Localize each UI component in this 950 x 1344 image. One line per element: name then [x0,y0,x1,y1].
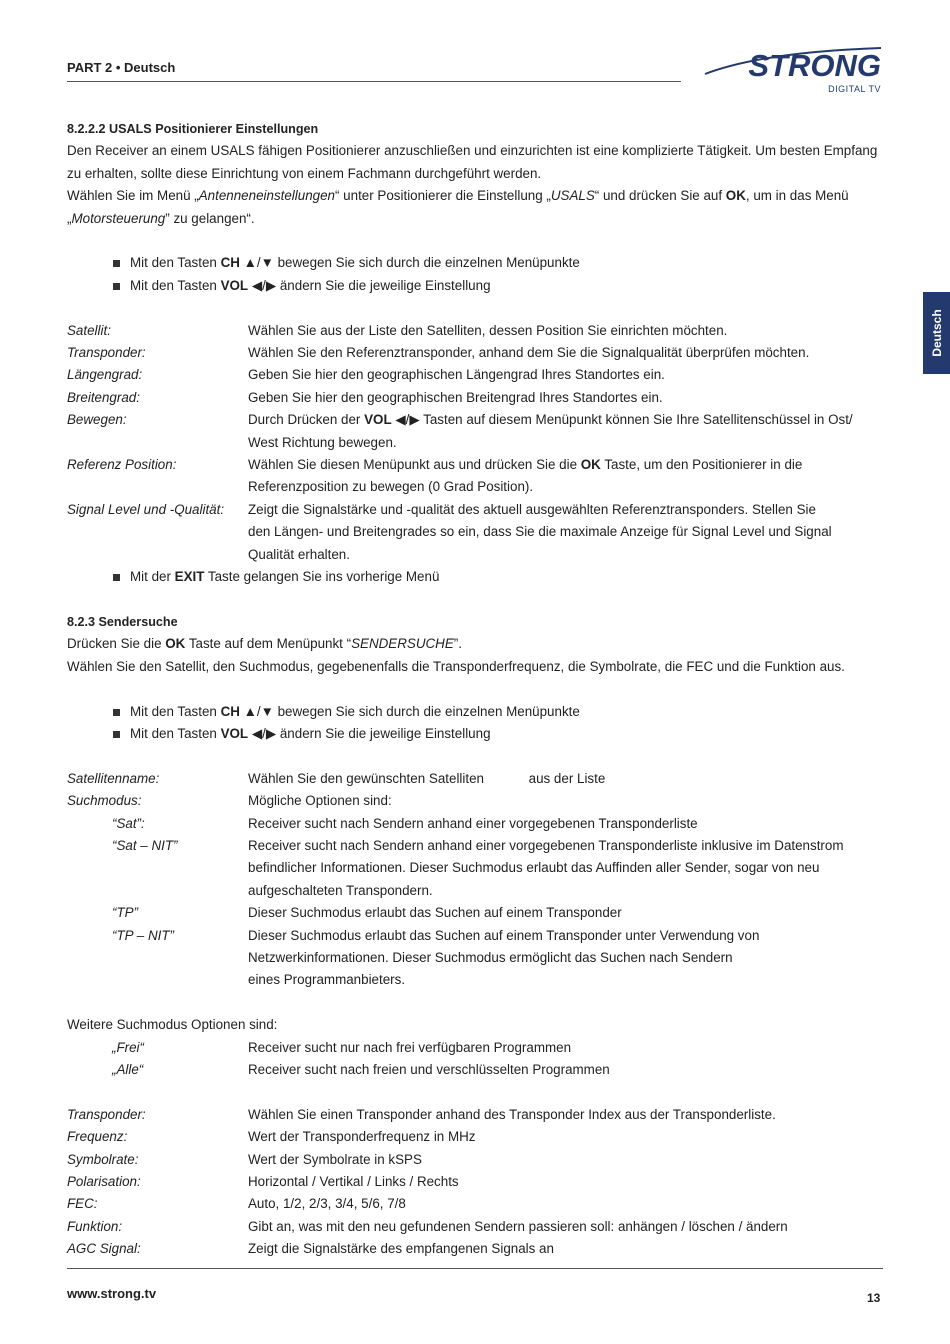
text: Taste auf dem Menüpunkt “ [185,636,352,652]
language-side-tab [923,292,950,374]
key-name: CH [220,255,240,271]
text: ” zu gelangen“. [165,210,255,226]
menu-name: Antenneneinstellungen [198,188,335,204]
text: ◀/▶ Tasten auf diesem Menüpunkt können Sie Ihre Satellitenschüssel in Ost/ [391,412,853,428]
text: Netzwerkinformationen. Dieser Suchmodus ermöglicht das Suchen nach Sendern [248,949,733,965]
description [248,409,883,454]
term: Funktion: [67,1218,123,1234]
definition-row [67,1238,883,1260]
definition-row [67,409,883,454]
definition-row [67,813,883,835]
key-name: CH [220,703,240,719]
text: “ und drücken Sie auf [594,188,726,204]
section-title-usals: 8.2.2.2 USALS Positionierer Einstellungen [67,122,319,136]
text: Mit den Tasten [130,277,221,293]
text: ◀/▶ ändern Sie die jeweilige Einstellung [248,277,491,293]
text: “ unter Positionierer die Einstellung „ [335,188,551,204]
side-tab-label: Deutsch [929,309,944,357]
text: Drücken Sie die [67,636,166,652]
description: Wert der Symbolrate in kSPS [248,1151,422,1167]
term: Satellit: [67,322,111,338]
description: Gibt an, was mit den neu gefundenen Sendern passieren soll: anhängen / löschen / ändern [248,1218,788,1234]
description: Receiver sucht nach freien und verschlüsselten Programmen [248,1061,610,1077]
description: Receiver sucht nach Sendern anhand einer vorgegebenen Transponderliste [248,815,698,831]
key-name: VOL [220,725,249,741]
definition-row [67,768,883,790]
key-name: EXIT [174,569,205,585]
main-content [67,118,883,1261]
footer-website-link[interactable]: www.strong.tv [67,1286,157,1301]
term: AGC Signal: [67,1241,141,1257]
description: Dieser Suchmodus erlaubt das Suchen auf einem Transponder [248,905,622,921]
key-name: VOL [364,412,392,428]
definition-row [67,925,883,992]
term: Bewegen: [67,412,127,428]
term: Symbolrate: [67,1151,139,1167]
key-name: VOL [220,277,249,293]
strong-logo-mark [703,44,883,80]
text: Referenzposition zu bewegen (0 Grad Position). [248,479,534,495]
paragraph [67,633,883,655]
term: Breitengrad: [67,389,140,405]
strong-logo [703,44,883,96]
definition-row [67,1104,883,1126]
term: Satellitenname: [67,770,160,786]
definition-row [67,1149,883,1171]
term: Signal Level und -Qualität: [67,501,225,517]
description: Geben Sie hier den geographischen Breitengrad Ihres Standortes ein. [248,389,663,405]
text: „ [67,210,72,226]
definition-row [67,342,883,364]
text: ”. [453,636,462,652]
term: „Frei“ [112,1039,144,1055]
term: “Sat”: [112,815,145,831]
definition-row [67,320,883,342]
key-name: OK [165,636,186,652]
description: Wert der Transponderfrequenz in MHz [248,1129,476,1145]
text: Mit der [130,569,175,585]
description: Wählen Sie aus der Liste den Satelliten, dessen Position Sie einrichten möchten. [248,322,728,338]
description [248,925,883,992]
paragraph [67,208,883,230]
paragraph: Weitere Suchmodus Optionen sind: [67,1017,278,1033]
paragraph: Wählen Sie den Satellit, den Suchmodus, gegebenenfalls die Transponderfrequenz, die Symbolrate, die FEC und die Funktion aus. [67,658,845,674]
definition-row [67,1193,883,1215]
text: , um in das Menü [745,188,849,204]
text: ▲/▼ bewegen Sie sich durch die einzelnen Menüpunkte [239,703,580,719]
text: ▲/▼ bewegen Sie sich durch die einzelnen Menüpunkte [239,255,580,271]
term: FEC: [67,1196,98,1212]
text: eines Programmanbieters. [248,972,406,988]
text: Taste gelangen Sie ins vorherige Menü [204,569,440,585]
term: Suchmodus: [67,793,142,809]
term: “Sat – NIT” [112,837,178,853]
bullet-item [67,566,883,588]
text: Zeigt die Signalstärke und -qualität des aktuell ausgewählten Referenztransponders. Stellen Sie [248,501,816,517]
term: Polarisation: [67,1173,141,1189]
description: Wählen Sie einen Transponder anhand des Transponder Index aus der Transponderliste. [248,1106,776,1122]
menu-name: SENDERSUCHE [351,636,454,652]
page-number: 13 [867,1291,881,1305]
paragraph [67,185,883,207]
text: Receiver sucht nach Sendern anhand einer vorgegebenen Transponderliste inklusive im Datenstrom [248,837,844,853]
description: Wählen Sie den gewünschten Satelliten aus der Liste [248,770,606,786]
description: Zeigt die Signalstärke des empfangenen Signals an [248,1241,554,1257]
header-part-label: PART 2 • Deutsch [67,60,176,75]
text: Mit den Tasten [130,255,221,271]
definition-row [67,790,883,812]
term: „Alle“ [112,1061,144,1077]
description [248,835,883,902]
bullet-item [67,723,883,745]
description [248,499,883,566]
term: Transponder: [67,345,146,361]
term: Transponder: [67,1106,146,1122]
description: Geben Sie hier den geographischen Längengrad Ihres Standortes ein. [248,367,665,383]
text: aufgeschalteten Transpondern. [248,882,433,898]
definition-row [67,1059,883,1081]
text: West Richtung bewegen. [248,434,397,450]
description: Receiver sucht nur nach frei verfügbaren Programmen [248,1039,572,1055]
text: befindlicher Informationen. Dieser Suchmodus erlaubt das Auffinden aller Sender, sogar von neu [248,860,820,876]
term: Referenz Position: [67,457,177,473]
text: Taste, um den Positionierer in die [600,457,803,473]
logo-subtitle: DIGITAL TV [828,84,881,94]
section-title-sendersuche: 8.2.3 Sendersuche [67,614,178,629]
paragraph: zu erhalten, sollte diese Einrichtung von einem Fachmann durchgeführt werden. [67,165,542,181]
paragraph: Den Receiver an einem USALS fähigen Positionierer anzuschließen und einzurichten ist eine komplizierte Tätigkeit. Um besten Empfang [67,143,878,159]
footer-divider [67,1268,883,1269]
term: Frequenz: [67,1129,128,1145]
definition-row [67,499,883,566]
bullet-item [67,275,883,297]
definition-row [67,902,883,924]
description: Auto, 1/2, 2/3, 3/4, 5/6, 7/8 [248,1196,406,1212]
bullet-item [67,701,883,723]
text: Mit den Tasten [130,703,221,719]
text: den Längen- und Breitengrades so ein, dass Sie die maximale Anzeige für Signal Level und Signal [248,524,832,540]
text: ◀/▶ ändern Sie die jeweilige Einstellung [248,725,491,741]
term: Längengrad: [67,367,143,383]
menu-name: Motorsteuerung [71,210,166,226]
text: Mit den Tasten [130,725,221,741]
definition-row [67,835,883,902]
definition-row [67,1171,883,1193]
definition-row [67,1126,883,1148]
term: “TP” [112,905,139,921]
text: Wählen Sie diesen Menüpunkt aus und drücken Sie die [248,457,581,473]
description: Horizontal / Vertikal / Links / Rechts [248,1173,459,1189]
definition-row [67,454,883,499]
text: Durch Drücken der [248,412,365,428]
logo-text: STRONG [748,48,881,80]
definition-row [67,364,883,386]
text: Dieser Suchmodus erlaubt das Suchen auf einem Transponder unter Verwendung von [248,927,760,943]
definition-row [67,1216,883,1238]
definition-row [67,1037,883,1059]
key-name: OK [580,457,601,473]
text: Qualität erhalten. [248,546,350,562]
bullet-item [67,252,883,274]
term: “TP – NIT” [112,927,174,943]
option-name: USALS [550,188,595,204]
description: Wählen Sie den Referenztransponder, anhand dem Sie die Signalqualität überprüfen möchten. [248,345,810,361]
description [248,454,883,499]
header-divider [67,81,681,82]
definition-row [67,387,883,409]
description: Mögliche Optionen sind: [248,793,392,809]
text: Wählen Sie im Menü „ [67,188,199,204]
key-name: OK [725,188,746,204]
